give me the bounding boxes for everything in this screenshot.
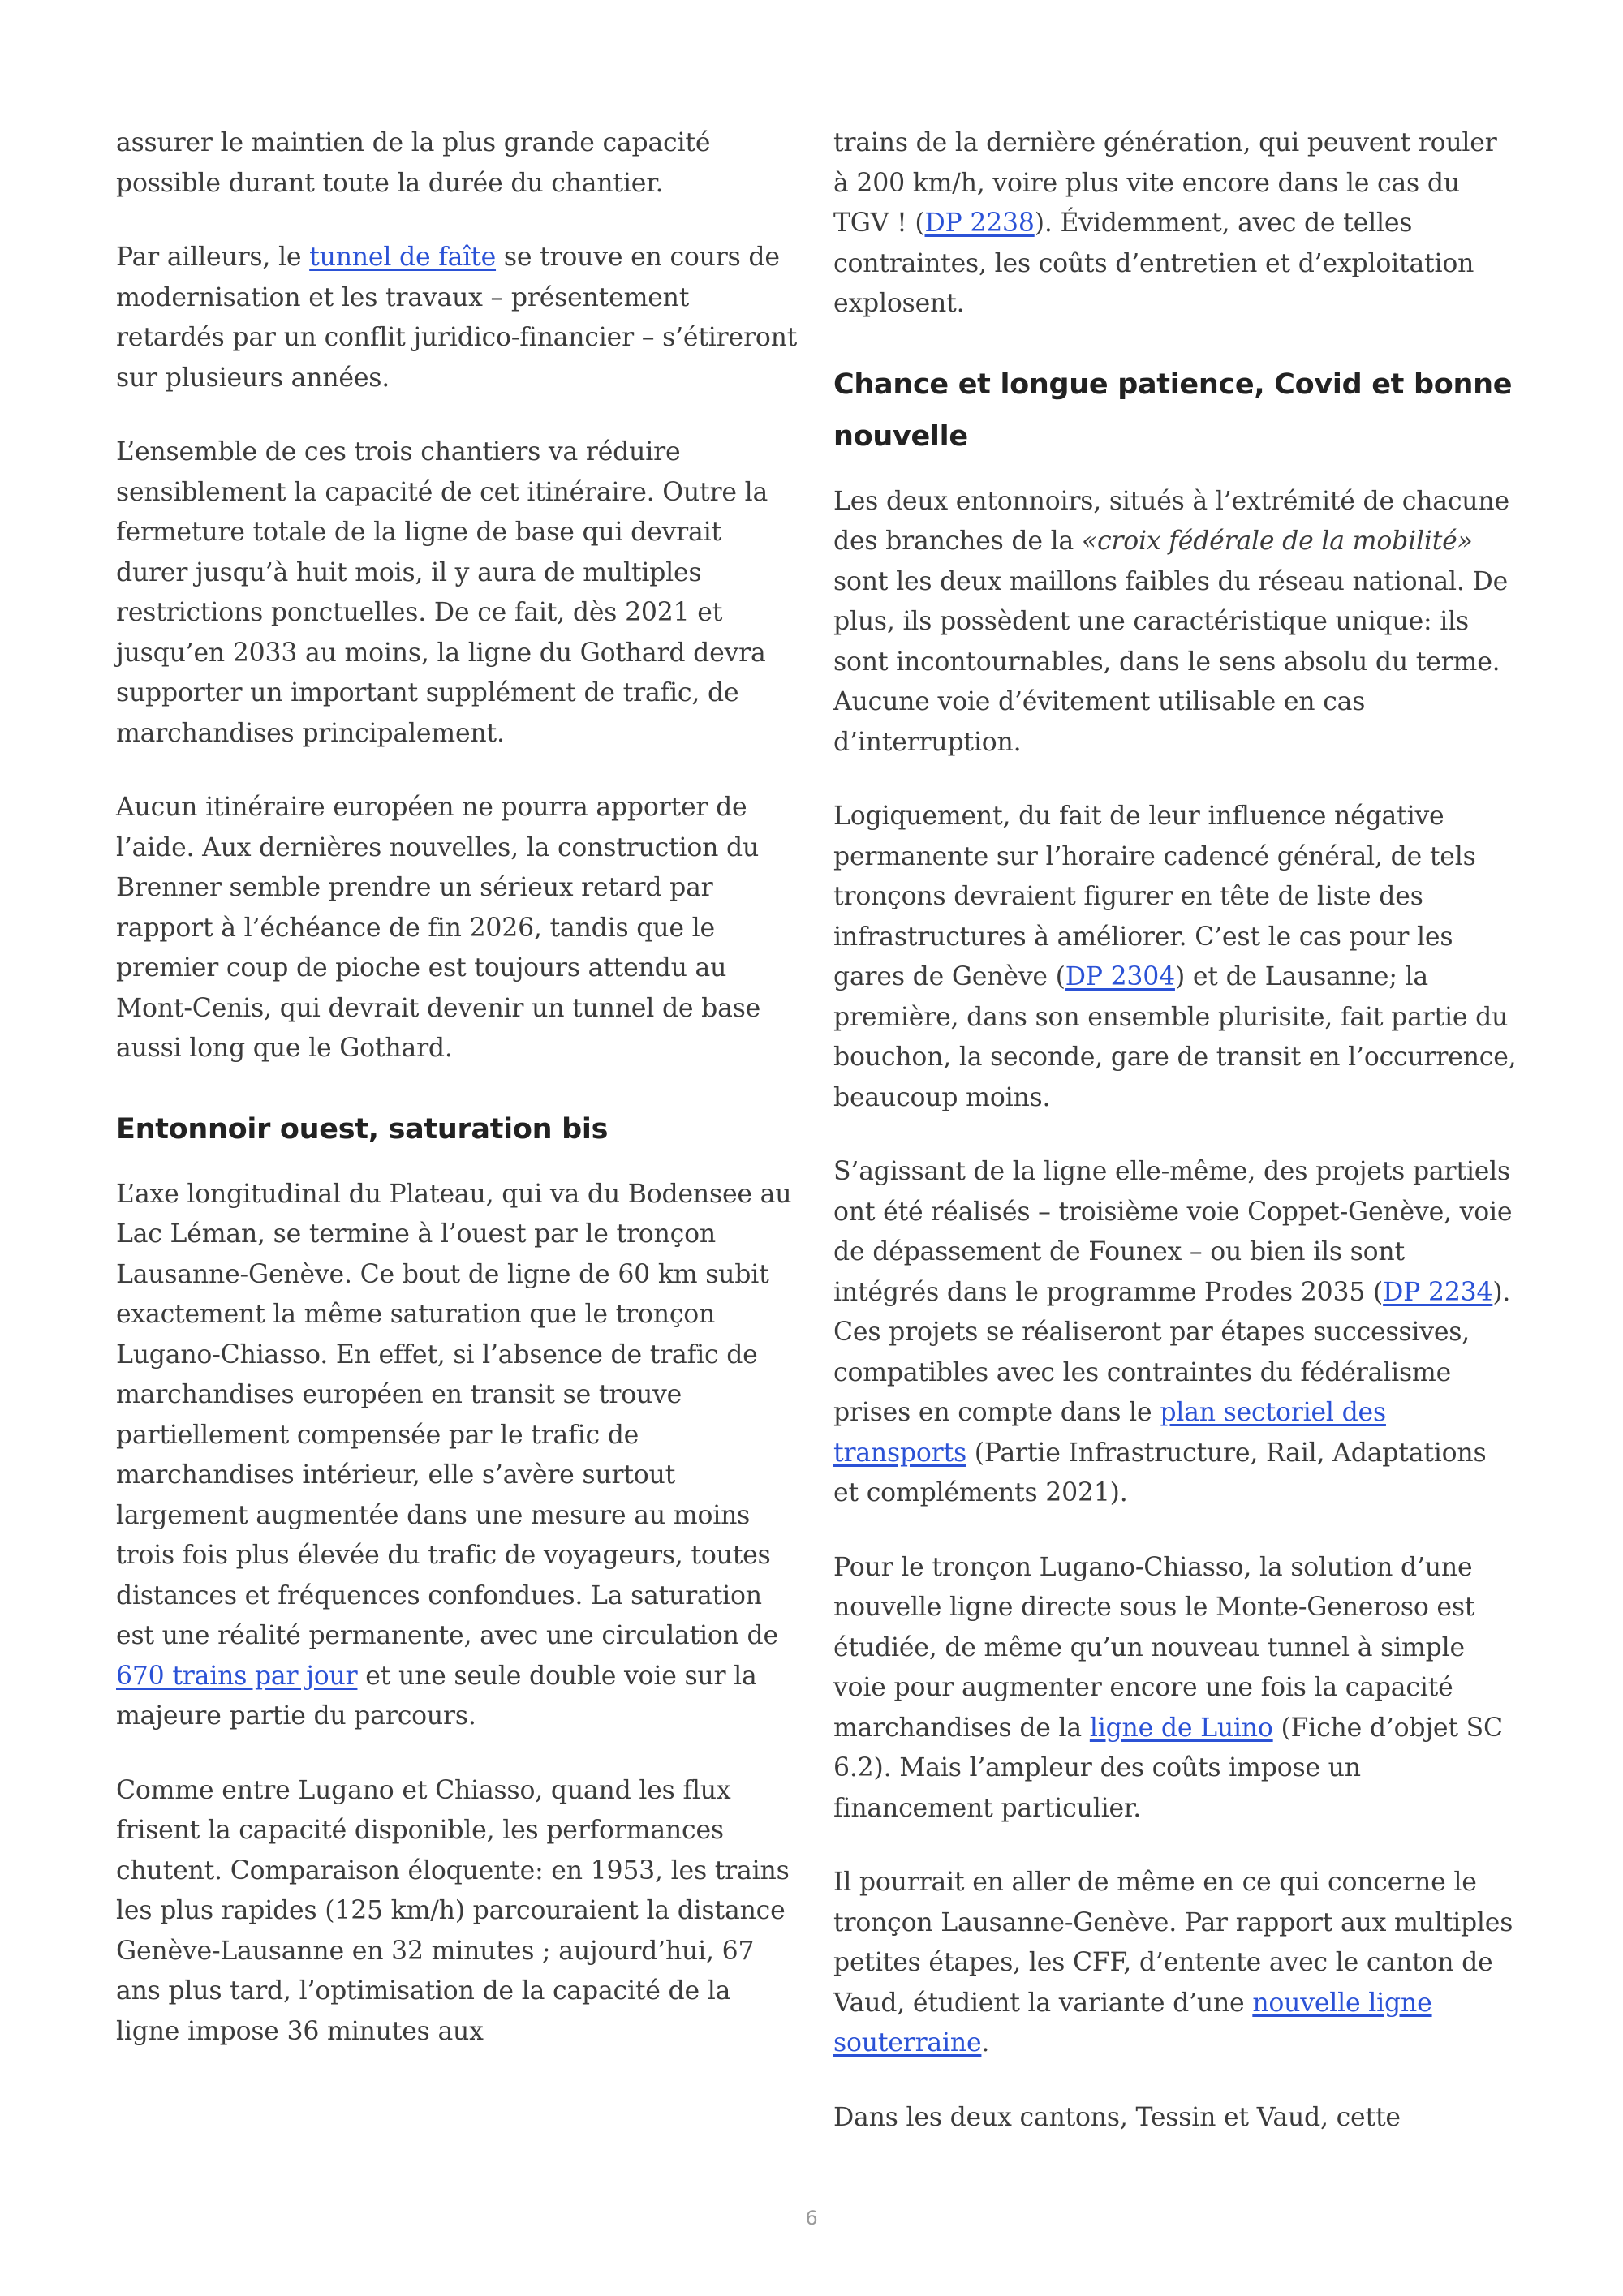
paragraph-text: sont les deux maillons faibles du réseau national. De plus, ils possèdent une caractéristique unique: ils sont incontournables, dans le sens absolu du terme. Aucune voie d’évitement utilisable en cas d’interruption. [833,566,1509,757]
paragraph-text: Logiquement, du fait de leur influence négative permanente sur l’horaire cadencé général, de tels tronçons devraient figurer en tête de liste des infrastructures à améliorer. C’est le cas pour les gares de Genève ( [833,802,1476,991]
paragraph [833,1152,1517,1514]
paragraph-text: Comme entre Lugano et Chiasso, quand les flux frisent la capacité disponible, les performances chutent. Comparaison éloquente: en 1953, les trains les plus rapides (125 km/h) parcouraient la distance Genève-Lausanne en 32 minutes ; aujourd’hui, 67 ans plus tard, l’optimisation de la capacité de la ligne impose 36 minutes aux [116,1775,790,2046]
link-dp-2238[interactable]: DP 2238 [924,209,1035,238]
paragraph-text: Pour le tronçon Lugano-Chiasso, la solution d’une nouvelle ligne directe sous le Monte-Generoso est étudiée, de même qu’un nouveau tunnel à simple voie pour augmenter encore une fois la capacité marchandises de la [833,1552,1475,1743]
section-heading: Entonnoir ouest, saturation bis [116,1112,609,1146]
link-dp-2234[interactable]: DP 2234 [1383,1277,1493,1307]
paragraph-text: assurer le maintien de la plus grande capacité possible durant toute la durée du chantier. [116,128,711,198]
paragraph [833,1548,1517,1829]
paragraph-text: Par ailleurs, le [116,243,310,272]
paragraph-text: (Partie Infrastructure, Rail, Adaptations et compléments 2021). [833,1438,1487,1507]
link-tunnel-de-faite[interactable]: tunnel de faîte [309,243,497,272]
link-ligne-de-luino[interactable]: ligne de Luino [1089,1713,1273,1743]
paragraph-text: Les deux entonnoirs, situés à l’extrémité de chacune des branches de la [833,486,1509,556]
paragraph [116,432,799,754]
link-dp-2304[interactable]: DP 2304 [1065,962,1175,991]
paragraph [116,238,799,398]
page-number: 6 [805,2207,818,2229]
paragraph-text: Aucun itinéraire européen ne pourra apporter de l’aide. Aux dernières nouvelles, la construction du Brenner semble prendre un sérieux retard par rapport à l’échéance de fin 2026, tandis que le premier coup de pioche est toujours attendu au Mont-Cenis, qui devrait devenir un tunnel de base aussi long que le Gothard. [116,793,761,1063]
paragraph-text: ). Évidemment, avec de telles contraintes, les coûts d’entretien et d’exploitation explosent. [833,209,1474,318]
paragraph-text: et une seule double voie sur la majeure partie du parcours. [116,1661,757,1731]
link-670-trains[interactable]: 670 trains par jour [116,1661,358,1691]
paragraph [833,1863,1517,2064]
paragraph-text: L’ensemble de ces trois chantiers va réduire sensiblement la capacité de cet itinéraire. Outre la fermeture totale de la ligne de base qui devrait durer jusqu’à huit mois, il y aura de multiples restrictions ponctuelles. De ce fait, dès 2021 et jusqu’en 2033 au moins, la ligne du Gothard devra supporter un important supplément de trafic, de marchandises principalement. [116,437,768,748]
paragraph-text: trains de la dernière génération, qui peuvent rouler à 200 km/h, voire plus vite encore dans le cas du TGV ! ( [833,128,1497,238]
paragraph-text: ) et de Lausanne; la première, dans son ensemble plurisite, fait partie du bouchon, la seconde, gare de transit en l’occurrence, beaucoup moins. [833,962,1517,1112]
left-column [116,123,799,2086]
paragraph-text: . [981,2028,990,2057]
paragraph-text: se trouve en cours de modernisation et les travaux – présentement retardés par un conflit juridico-financier – s’étireront sur plusieurs années. [116,243,798,393]
paragraph [833,482,1517,763]
link-plan-sectoriel[interactable]: plan sectoriel des transports [833,1398,1386,1468]
paragraph [833,123,1517,325]
paragraph-text: ). Ces projets se réaliseront par étapes successives, compatibles avec les contraintes du fédéralisme prises en compte dans le [833,1277,1511,1427]
emphasis-text: «croix fédérale de la mobilité» [1081,527,1473,556]
paragraph [116,1175,799,1737]
right-column [833,123,1517,2172]
paragraph [116,123,799,204]
paragraph-text: S’agissant de la ligne elle-même, des projets partiels ont été réalisés – troisième voie Coppet-Genève, voie de dépassement de Founex – ou bien ils sont intégrés dans le programme Prodes 2035 ( [833,1157,1513,1307]
paragraph-text: Il pourrait en aller de même en ce qui concerne le tronçon Lausanne-Genève. Par rapport aux multiples petites étapes, les CFF, d’entente avec le canton de Vaud, étudient la variante d’une [833,1868,1513,2018]
paragraph-text: (Fiche d’objet SC 6.2). Mais l’ampleur des coûts impose un financement particulier. [833,1713,1503,1823]
section-heading: Chance et longue patience, Covid et bonne nouvelle [833,368,1513,453]
paragraph [116,1771,799,2053]
paragraph [833,2098,1517,2139]
paragraph [833,797,1517,1118]
link-nouvelle-ligne-souterraine[interactable]: nouvelle ligne souterraine [833,1988,1432,2057]
paragraph-text: L’axe longitudinal du Plateau, qui va du Bodensee au Lac Léman, se termine à l’ouest par le tronçon Lausanne-Genève. Ce bout de ligne de 60 km subit exactement la même saturation que le tronçon Lugano-Chiasso. En effet, si l’absence de trafic de marchandises européen en transit se trouve partiellement compensée par le trafic de marchandises intérieur, elle s’avère surtout largement augmentée dans une mesure au moins trois fois plus élevée du trafic de voyageurs, toutes distances et fréquences confondues. La saturation est une réalité permanente, avec une circulation de [116,1179,792,1650]
paragraph [116,788,799,1069]
paragraph-text: Dans les deux cantons, Tessin et Vaud, cette [833,2102,1401,2132]
